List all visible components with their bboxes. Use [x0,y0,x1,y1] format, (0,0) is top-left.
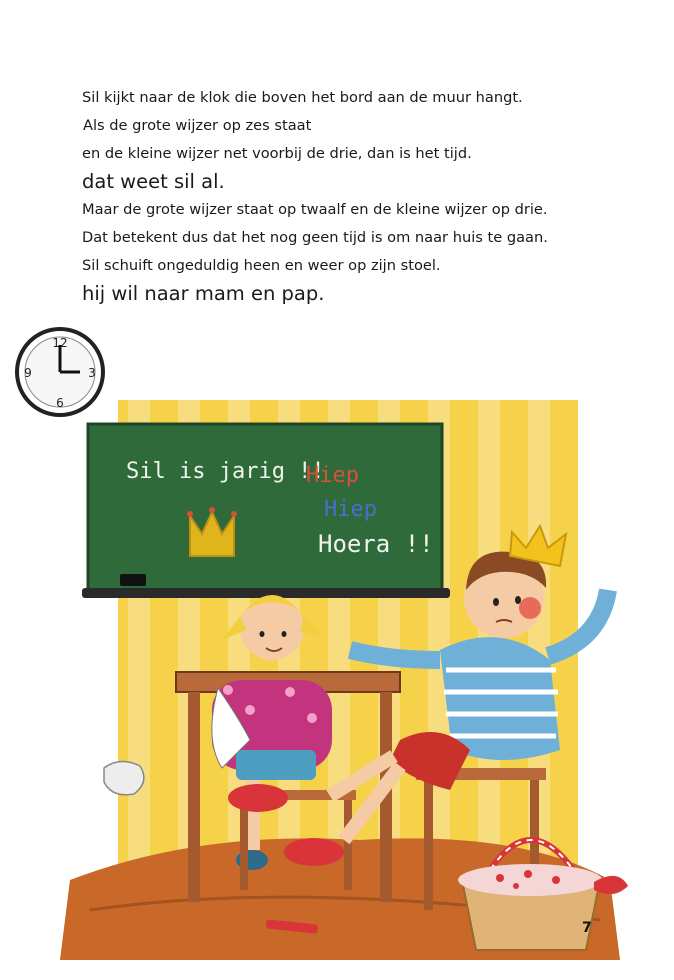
story-line-5: Maar de grote wijzer staat op twaalf en de kleine wijzer op drie. [82,201,548,218]
red-sneaker-left [228,784,288,812]
board-text-hiep-1: Hiep [306,463,359,488]
clock-numeral-3: 3 [88,366,96,380]
story-line-8: hij wil naar mam en pap. [82,282,325,305]
page-number: 7 [582,920,592,936]
story-line-6: Dat betekent dus dat het nog geen tijd is om naar huis te gaan. [82,229,548,246]
classroom-illustration [0,320,674,980]
story-line-4: dat weet sil al. [82,170,225,193]
story-text [82,84,642,308]
story-line-2: Als de grote wijzer op zes staat [83,117,312,134]
crumpled-paper [104,761,144,794]
red-sneaker-right [284,838,344,866]
clock-numeral-12: 12 [52,336,68,350]
clock-numeral-6: 6 [56,396,64,410]
board-text-hiep-2: Hiep [324,497,377,522]
blackboard [82,424,450,598]
story-line-3: en de kleine wijzer net voorbij de drie, dan is het tijd. [82,145,472,162]
eraser [120,574,146,586]
board-text-hoera: Hoera !! [318,530,434,558]
story-line-7: Sil schuift ongeduldig heen en weer op zijn stoel. [82,257,441,274]
wall-clock [17,329,103,415]
clock-numeral-9: 9 [24,366,32,380]
board-text-jarig: Sil is jarig !! [126,459,325,484]
story-line-1: Sil kijkt naar de klok die boven het bord aan de muur hangt. [82,89,523,106]
